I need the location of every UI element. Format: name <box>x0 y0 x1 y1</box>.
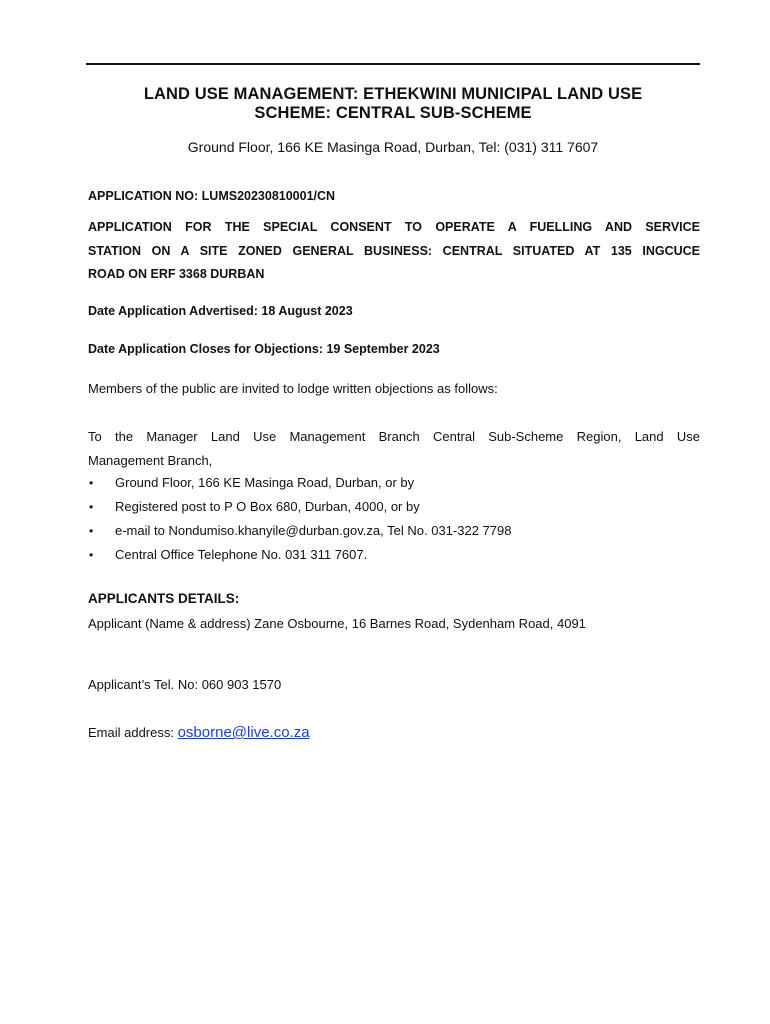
applicant-email-line <box>88 725 310 741</box>
email-label: Email address: <box>88 725 178 740</box>
applicants-details-heading: APPLICANTS DETAILS: <box>88 591 240 606</box>
objection-recipient <box>88 425 700 472</box>
description-line-1: APPLICATION FOR THE SPECIAL CONSENT TO OPERATE A FUELLING AND SERVICE <box>88 220 700 234</box>
date-closes: Date Application Closes for Objections: 19 September 2023 <box>88 342 440 356</box>
list-item-text: e-mail to Nondumiso.khanyile@durban.gov.za, Tel No. 031-322 7798 <box>115 523 512 538</box>
objection-methods-list <box>88 471 700 567</box>
recipient-line-1: To the Manager Land Use Management Branch Central Sub-Scheme Region, Land Use <box>88 429 700 444</box>
title-line-1: LAND USE MANAGEMENT: ETHEKWINI MUNICIPAL LAND USE <box>143 85 643 103</box>
date-advertised: Date Application Advertised: 18 August 2023 <box>88 304 353 318</box>
office-address: Ground Floor, 166 KE Masinga Road, Durban, Tel: (031) 311 7607 <box>187 139 599 155</box>
bullet-icon: • <box>89 524 94 538</box>
list-item <box>88 519 700 543</box>
application-description <box>88 216 700 287</box>
applicant-name-address: Applicant (Name & address) Zane Osbourne, 16 Barnes Road, Sydenham Road, 4091 <box>88 616 586 631</box>
top-rule-divider <box>86 63 700 65</box>
objection-invitation: Members of the public are invited to lodge written objections as follows: <box>88 381 498 396</box>
list-item-text: Central Office Telephone No. 031 311 7607. <box>115 547 368 562</box>
email-link[interactable]: osborne@live.co.za <box>177 724 310 741</box>
description-line-2: STATION ON A SITE ZONED GENERAL BUSINESS: CENTRAL SITUATED AT 135 INGCUCE <box>88 243 700 258</box>
applicant-telephone: Applicant’s Tel. No: 060 903 1570 <box>88 677 282 692</box>
bullet-icon: • <box>89 500 94 514</box>
recipient-line-2: Management Branch, <box>88 452 213 468</box>
list-item-text: Ground Floor, 166 KE Masinga Road, Durban, or by <box>115 475 415 490</box>
list-item <box>88 543 700 567</box>
bullet-icon: • <box>89 548 94 562</box>
bullet-icon: • <box>89 476 94 490</box>
list-item <box>88 495 700 519</box>
document-title <box>86 85 700 123</box>
title-line-2: SCHEME: CENTRAL SUB-SCHEME <box>254 104 532 122</box>
description-line-3: ROAD ON ERF 3368 DURBAN <box>88 267 265 281</box>
application-number: APPLICATION NO: LUMS20230810001/CN <box>88 189 336 203</box>
list-item <box>88 471 700 495</box>
list-item-text: Registered post to P O Box 680, Durban, 4000, or by <box>115 499 420 514</box>
